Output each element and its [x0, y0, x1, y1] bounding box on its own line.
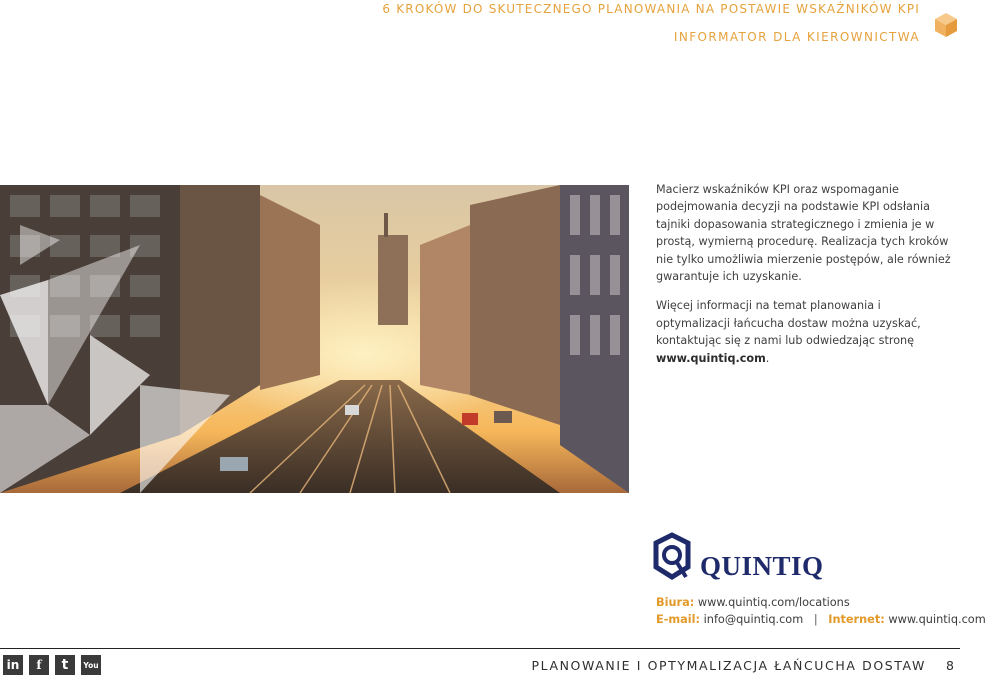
quintiq-logo: [652, 533, 832, 585]
linkedin-icon[interactable]: in: [3, 655, 23, 675]
social-links: [3, 655, 101, 675]
intro-paragraph-1: Macierz wskaźników KPI oraz wspomaganie podejmowania decyzji na podstawie KPI odsłania tajniki dopasowania strategicznego i zmienia je w prostą, wymierną procedurę. Realizacja tych kroków nie tylko umożliwia mierzenie postępów, ale również gwarantuje ich uzyskanie.: [656, 183, 951, 284]
footer-divider: [0, 648, 960, 649]
offices-link[interactable]: www.quintiq.com/locations: [697, 596, 850, 609]
internet-link[interactable]: www.quintiq.com: [888, 613, 986, 626]
city-street-photo: [0, 185, 629, 493]
page-number: 8: [946, 658, 954, 673]
cube-icon: [934, 12, 958, 38]
offices-line: Biura: www.quintiq.com/locations: [656, 596, 850, 609]
youtube-icon[interactable]: You: [81, 655, 101, 675]
document-subtitle: INFORMATOR DLA KIEROWNICTWA: [673, 30, 920, 44]
document-title: 6 KROKÓW DO SKUTECZNEGO PLANOWANIA NA POSTAWIE WSKAŹNIKÓW KPI: [382, 2, 920, 16]
twitter-icon[interactable]: t: [55, 655, 75, 675]
contact-info: [656, 594, 986, 628]
email-link[interactable]: info@quintiq.com: [703, 613, 804, 626]
email-internet-line: E-mail: info@quintiq.com | Internet: www.quintiq.com: [656, 613, 986, 626]
intro-paragraph-2: Więcej informacji na temat planowania i optymalizacji łańcucha dostaw można uzyskać, kontaktując się z nami lub odwiedzając stronę www.quintiq.com.: [656, 299, 921, 365]
facebook-icon[interactable]: f: [29, 655, 49, 675]
intro-text: [656, 181, 956, 379]
website-link[interactable]: www.quintiq.com: [656, 351, 766, 365]
svg-text:QUINTIQ: QUINTIQ: [700, 551, 824, 581]
footer-title: PLANOWANIE I OPTYMALIZACJA ŁAŃCUCHA DOSTAW: [531, 658, 926, 673]
